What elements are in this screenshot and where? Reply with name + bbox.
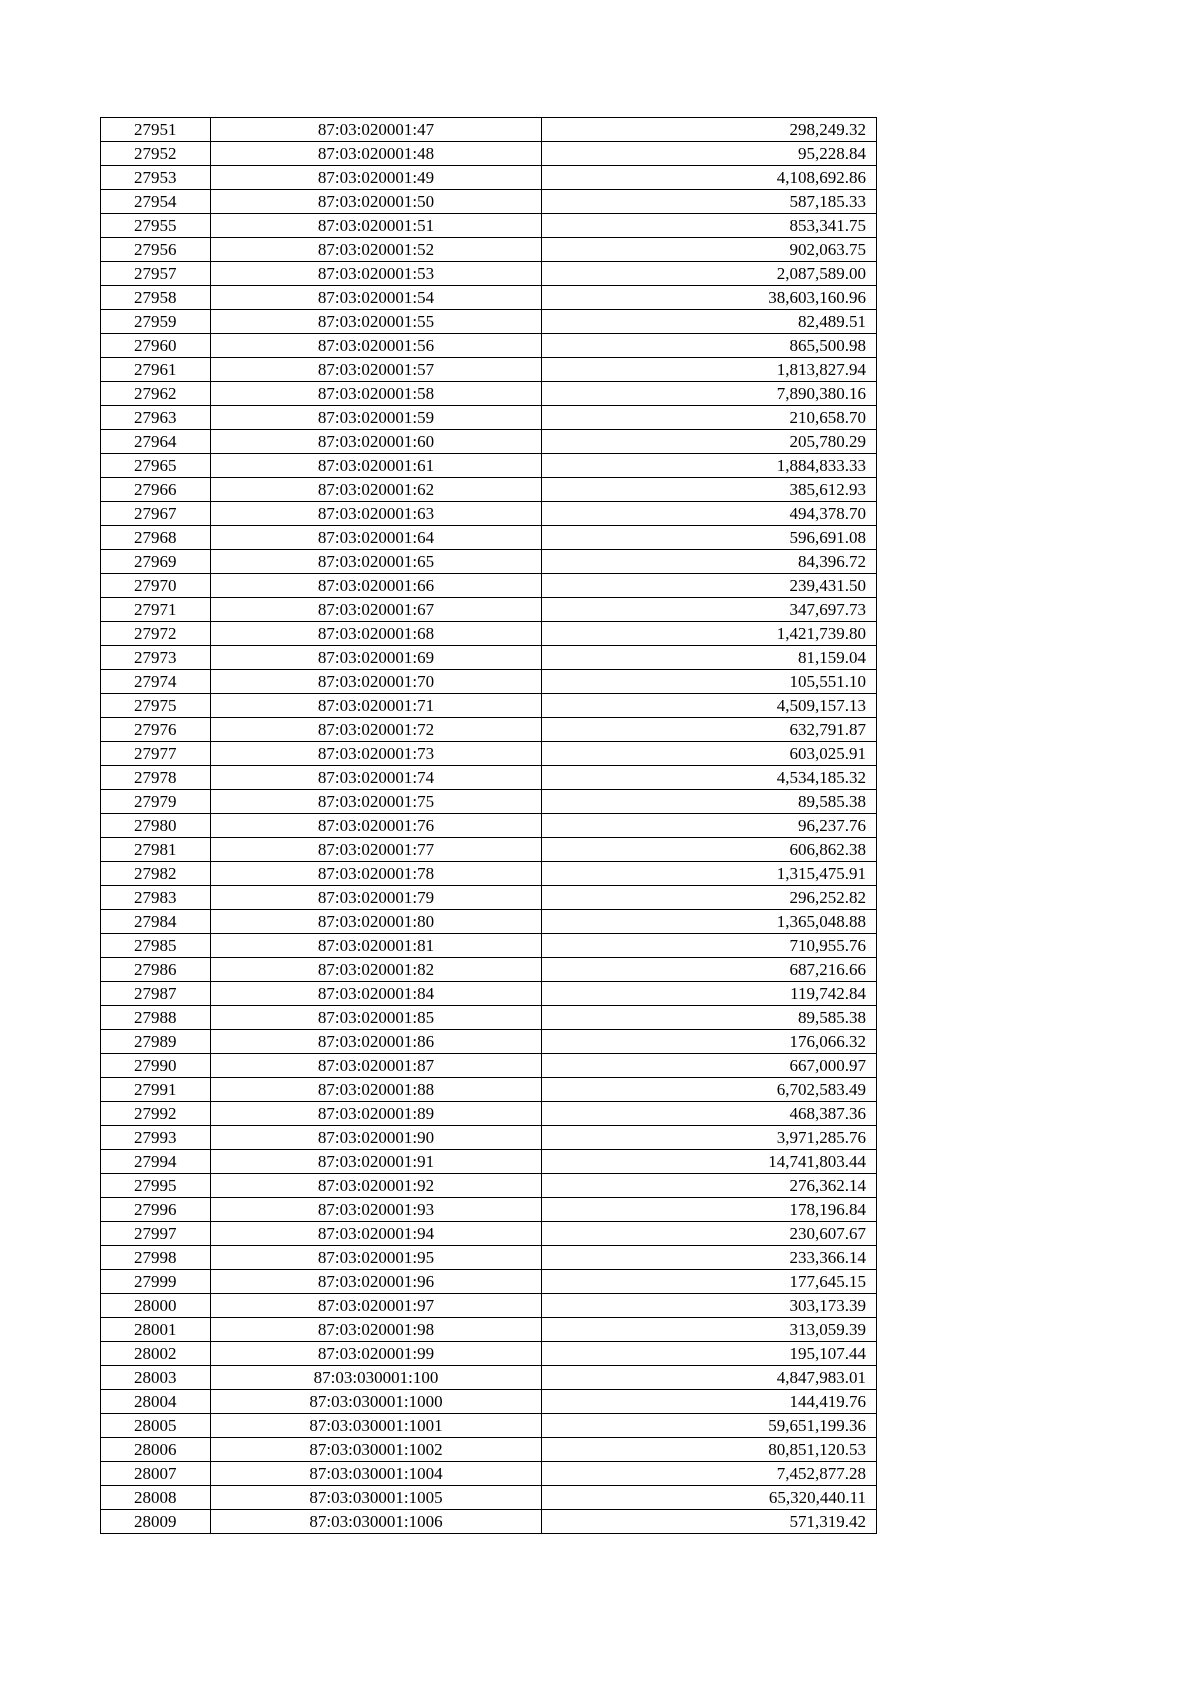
table-row <box>101 358 877 382</box>
cadastral-number-cell: 87:03:020001:81 <box>211 934 542 958</box>
value-cell: 205,780.29 <box>542 430 877 454</box>
row-number-cell: 27987 <box>101 982 211 1006</box>
cadastral-number-cell: 87:03:020001:96 <box>211 1270 542 1294</box>
value-cell: 6,702,583.49 <box>542 1078 877 1102</box>
value-cell: 571,319.42 <box>542 1510 877 1534</box>
row-number-cell: 28009 <box>101 1510 211 1534</box>
row-number-cell: 27968 <box>101 526 211 550</box>
row-number-cell: 27989 <box>101 1030 211 1054</box>
cadastral-number-cell: 87:03:030001:1006 <box>211 1510 542 1534</box>
table-row <box>101 958 877 982</box>
table-row <box>101 142 877 166</box>
table-row <box>101 670 877 694</box>
value-cell: 632,791.87 <box>542 718 877 742</box>
value-cell: 596,691.08 <box>542 526 877 550</box>
row-number-cell: 27998 <box>101 1246 211 1270</box>
table-row <box>101 502 877 526</box>
value-cell: 853,341.75 <box>542 214 877 238</box>
value-cell: 144,419.76 <box>542 1390 877 1414</box>
cadastral-number-cell: 87:03:020001:82 <box>211 958 542 982</box>
table-row <box>101 886 877 910</box>
cadastral-number-cell: 87:03:020001:55 <box>211 310 542 334</box>
value-cell: 468,387.36 <box>542 1102 877 1126</box>
row-number-cell: 27965 <box>101 454 211 478</box>
cadastral-number-cell: 87:03:020001:74 <box>211 766 542 790</box>
table-row <box>101 910 877 934</box>
row-number-cell: 28004 <box>101 1390 211 1414</box>
value-cell: 105,551.10 <box>542 670 877 694</box>
row-number-cell: 27954 <box>101 190 211 214</box>
row-number-cell: 28008 <box>101 1486 211 1510</box>
row-number-cell: 28005 <box>101 1414 211 1438</box>
cadastral-number-cell: 87:03:020001:78 <box>211 862 542 886</box>
value-cell: 298,249.32 <box>542 118 877 142</box>
value-cell: 7,452,877.28 <box>542 1462 877 1486</box>
row-number-cell: 27986 <box>101 958 211 982</box>
cadastral-number-cell: 87:03:020001:91 <box>211 1150 542 1174</box>
value-cell: 587,185.33 <box>542 190 877 214</box>
value-cell: 313,059.39 <box>542 1318 877 1342</box>
cadastral-number-cell: 87:03:020001:50 <box>211 190 542 214</box>
table-row <box>101 1438 877 1462</box>
cadastral-number-cell: 87:03:020001:95 <box>211 1246 542 1270</box>
cadastral-number-cell: 87:03:020001:65 <box>211 550 542 574</box>
data-table <box>100 117 877 1534</box>
row-number-cell: 27962 <box>101 382 211 406</box>
row-number-cell: 27997 <box>101 1222 211 1246</box>
cadastral-number-cell: 87:03:020001:57 <box>211 358 542 382</box>
row-number-cell: 27975 <box>101 694 211 718</box>
value-cell: 667,000.97 <box>542 1054 877 1078</box>
cadastral-number-cell: 87:03:020001:97 <box>211 1294 542 1318</box>
value-cell: 176,066.32 <box>542 1030 877 1054</box>
value-cell: 1,315,475.91 <box>542 862 877 886</box>
cadastral-number-cell: 87:03:020001:52 <box>211 238 542 262</box>
value-cell: 177,645.15 <box>542 1270 877 1294</box>
table-row <box>101 742 877 766</box>
cadastral-number-cell: 87:03:020001:93 <box>211 1198 542 1222</box>
table-row <box>101 406 877 430</box>
cadastral-number-cell: 87:03:020001:68 <box>211 622 542 646</box>
row-number-cell: 27996 <box>101 1198 211 1222</box>
cadastral-number-cell: 87:03:020001:67 <box>211 598 542 622</box>
table-row <box>101 862 877 886</box>
value-cell: 385,612.93 <box>542 478 877 502</box>
cadastral-number-cell: 87:03:020001:48 <box>211 142 542 166</box>
table-row <box>101 454 877 478</box>
table-row <box>101 286 877 310</box>
value-cell: 14,741,803.44 <box>542 1150 877 1174</box>
cadastral-number-cell: 87:03:020001:70 <box>211 670 542 694</box>
table-row <box>101 550 877 574</box>
value-cell: 80,851,120.53 <box>542 1438 877 1462</box>
row-number-cell: 27991 <box>101 1078 211 1102</box>
cadastral-number-cell: 87:03:030001:1002 <box>211 1438 542 1462</box>
cadastral-number-cell: 87:03:020001:49 <box>211 166 542 190</box>
table-row <box>101 1510 877 1534</box>
row-number-cell: 27976 <box>101 718 211 742</box>
table-row <box>101 1246 877 1270</box>
row-number-cell: 27982 <box>101 862 211 886</box>
table-row <box>101 1006 877 1030</box>
row-number-cell: 27999 <box>101 1270 211 1294</box>
table-row <box>101 1366 877 1390</box>
value-cell: 1,813,827.94 <box>542 358 877 382</box>
cadastral-number-cell: 87:03:020001:85 <box>211 1006 542 1030</box>
value-cell: 89,585.38 <box>542 790 877 814</box>
value-cell: 1,365,048.88 <box>542 910 877 934</box>
cadastral-number-cell: 87:03:020001:80 <box>211 910 542 934</box>
value-cell: 687,216.66 <box>542 958 877 982</box>
table-body <box>101 118 877 1534</box>
table-row <box>101 334 877 358</box>
table-row <box>101 478 877 502</box>
row-number-cell: 28002 <box>101 1342 211 1366</box>
row-number-cell: 27951 <box>101 118 211 142</box>
row-number-cell: 27969 <box>101 550 211 574</box>
value-cell: 4,847,983.01 <box>542 1366 877 1390</box>
value-cell: 38,603,160.96 <box>542 286 877 310</box>
row-number-cell: 27990 <box>101 1054 211 1078</box>
value-cell: 710,955.76 <box>542 934 877 958</box>
row-number-cell: 28001 <box>101 1318 211 1342</box>
value-cell: 59,651,199.36 <box>542 1414 877 1438</box>
row-number-cell: 27961 <box>101 358 211 382</box>
cadastral-number-cell: 87:03:020001:53 <box>211 262 542 286</box>
value-cell: 2,087,589.00 <box>542 262 877 286</box>
value-cell: 865,500.98 <box>542 334 877 358</box>
table-row <box>101 118 877 142</box>
value-cell: 65,320,440.11 <box>542 1486 877 1510</box>
value-cell: 96,237.76 <box>542 814 877 838</box>
table-row <box>101 1198 877 1222</box>
row-number-cell: 27995 <box>101 1174 211 1198</box>
table-row <box>101 190 877 214</box>
row-number-cell: 27994 <box>101 1150 211 1174</box>
value-cell: 178,196.84 <box>542 1198 877 1222</box>
row-number-cell: 27960 <box>101 334 211 358</box>
cadastral-number-cell: 87:03:020001:73 <box>211 742 542 766</box>
table-row <box>101 1486 877 1510</box>
row-number-cell: 27985 <box>101 934 211 958</box>
value-cell: 230,607.67 <box>542 1222 877 1246</box>
cadastral-number-cell: 87:03:020001:69 <box>211 646 542 670</box>
value-cell: 347,697.73 <box>542 598 877 622</box>
cadastral-number-cell: 87:03:020001:72 <box>211 718 542 742</box>
table-row <box>101 1462 877 1486</box>
row-number-cell: 28006 <box>101 1438 211 1462</box>
cadastral-number-cell: 87:03:030001:1005 <box>211 1486 542 1510</box>
cadastral-number-cell: 87:03:020001:79 <box>211 886 542 910</box>
value-cell: 1,884,833.33 <box>542 454 877 478</box>
row-number-cell: 27959 <box>101 310 211 334</box>
table-row <box>101 574 877 598</box>
table-row <box>101 1078 877 1102</box>
cadastral-number-cell: 87:03:030001:1000 <box>211 1390 542 1414</box>
row-number-cell: 27952 <box>101 142 211 166</box>
table-row <box>101 934 877 958</box>
table-row <box>101 430 877 454</box>
row-number-cell: 27967 <box>101 502 211 526</box>
row-number-cell: 28000 <box>101 1294 211 1318</box>
table-row <box>101 814 877 838</box>
cadastral-number-cell: 87:03:020001:71 <box>211 694 542 718</box>
cadastral-number-cell: 87:03:020001:62 <box>211 478 542 502</box>
value-cell: 276,362.14 <box>542 1174 877 1198</box>
cadastral-number-cell: 87:03:020001:56 <box>211 334 542 358</box>
value-cell: 606,862.38 <box>542 838 877 862</box>
row-number-cell: 27983 <box>101 886 211 910</box>
cadastral-number-cell: 87:03:020001:92 <box>211 1174 542 1198</box>
row-number-cell: 27956 <box>101 238 211 262</box>
cadastral-number-cell: 87:03:020001:60 <box>211 430 542 454</box>
table-row <box>101 238 877 262</box>
row-number-cell: 27992 <box>101 1102 211 1126</box>
cadastral-number-cell: 87:03:030001:100 <box>211 1366 542 1390</box>
cadastral-number-cell: 87:03:020001:86 <box>211 1030 542 1054</box>
row-number-cell: 27980 <box>101 814 211 838</box>
row-number-cell: 27957 <box>101 262 211 286</box>
table-row <box>101 982 877 1006</box>
cadastral-number-cell: 87:03:020001:51 <box>211 214 542 238</box>
value-cell: 119,742.84 <box>542 982 877 1006</box>
value-cell: 296,252.82 <box>542 886 877 910</box>
cadastral-number-cell: 87:03:020001:90 <box>211 1126 542 1150</box>
row-number-cell: 27979 <box>101 790 211 814</box>
cadastral-number-cell: 87:03:020001:94 <box>211 1222 542 1246</box>
row-number-cell: 27981 <box>101 838 211 862</box>
value-cell: 89,585.38 <box>542 1006 877 1030</box>
value-cell: 210,658.70 <box>542 406 877 430</box>
table-row <box>101 310 877 334</box>
cadastral-number-cell: 87:03:020001:88 <box>211 1078 542 1102</box>
row-number-cell: 27964 <box>101 430 211 454</box>
row-number-cell: 27978 <box>101 766 211 790</box>
row-number-cell: 28003 <box>101 1366 211 1390</box>
table-row <box>101 838 877 862</box>
table-row <box>101 718 877 742</box>
table-row <box>101 166 877 190</box>
cadastral-number-cell: 87:03:020001:77 <box>211 838 542 862</box>
value-cell: 195,107.44 <box>542 1342 877 1366</box>
cadastral-number-cell: 87:03:020001:58 <box>211 382 542 406</box>
table-row <box>101 766 877 790</box>
value-cell: 95,228.84 <box>542 142 877 166</box>
table-row <box>101 214 877 238</box>
table-row <box>101 1054 877 1078</box>
cadastral-number-cell: 87:03:020001:64 <box>211 526 542 550</box>
value-cell: 4,534,185.32 <box>542 766 877 790</box>
table-row <box>101 1342 877 1366</box>
cadastral-number-cell: 87:03:020001:66 <box>211 574 542 598</box>
row-number-cell: 27955 <box>101 214 211 238</box>
row-number-cell: 27958 <box>101 286 211 310</box>
value-cell: 81,159.04 <box>542 646 877 670</box>
row-number-cell: 27972 <box>101 622 211 646</box>
value-cell: 239,431.50 <box>542 574 877 598</box>
row-number-cell: 27973 <box>101 646 211 670</box>
table-row <box>101 1414 877 1438</box>
table-row <box>101 382 877 406</box>
cadastral-number-cell: 87:03:020001:84 <box>211 982 542 1006</box>
cadastral-number-cell: 87:03:020001:54 <box>211 286 542 310</box>
row-number-cell: 28007 <box>101 1462 211 1486</box>
row-number-cell: 27953 <box>101 166 211 190</box>
table-row <box>101 1222 877 1246</box>
row-number-cell: 27966 <box>101 478 211 502</box>
row-number-cell: 27984 <box>101 910 211 934</box>
value-cell: 233,366.14 <box>542 1246 877 1270</box>
table-row <box>101 1270 877 1294</box>
row-number-cell: 27993 <box>101 1126 211 1150</box>
table-row <box>101 1102 877 1126</box>
table-row <box>101 622 877 646</box>
table-row <box>101 526 877 550</box>
table-row <box>101 646 877 670</box>
table-row <box>101 1150 877 1174</box>
row-number-cell: 27988 <box>101 1006 211 1030</box>
value-cell: 3,971,285.76 <box>542 1126 877 1150</box>
cadastral-number-cell: 87:03:020001:59 <box>211 406 542 430</box>
cadastral-number-cell: 87:03:020001:98 <box>211 1318 542 1342</box>
row-number-cell: 27963 <box>101 406 211 430</box>
table-row <box>101 1174 877 1198</box>
table-row <box>101 1030 877 1054</box>
cadastral-number-cell: 87:03:020001:47 <box>211 118 542 142</box>
cadastral-number-cell: 87:03:020001:76 <box>211 814 542 838</box>
value-cell: 4,108,692.86 <box>542 166 877 190</box>
table-row <box>101 1390 877 1414</box>
cadastral-number-cell: 87:03:020001:99 <box>211 1342 542 1366</box>
value-cell: 82,489.51 <box>542 310 877 334</box>
row-number-cell: 27974 <box>101 670 211 694</box>
cadastral-number-cell: 87:03:030001:1004 <box>211 1462 542 1486</box>
value-cell: 1,421,739.80 <box>542 622 877 646</box>
cadastral-number-cell: 87:03:030001:1001 <box>211 1414 542 1438</box>
table-row <box>101 262 877 286</box>
value-cell: 7,890,380.16 <box>542 382 877 406</box>
table-row <box>101 1294 877 1318</box>
value-cell: 494,378.70 <box>542 502 877 526</box>
cadastral-number-cell: 87:03:020001:89 <box>211 1102 542 1126</box>
cadastral-number-cell: 87:03:020001:61 <box>211 454 542 478</box>
table-row <box>101 790 877 814</box>
cadastral-number-cell: 87:03:020001:75 <box>211 790 542 814</box>
value-cell: 4,509,157.13 <box>542 694 877 718</box>
row-number-cell: 27971 <box>101 598 211 622</box>
table-row <box>101 1126 877 1150</box>
table-row <box>101 1318 877 1342</box>
value-cell: 84,396.72 <box>542 550 877 574</box>
cadastral-number-cell: 87:03:020001:87 <box>211 1054 542 1078</box>
row-number-cell: 27977 <box>101 742 211 766</box>
row-number-cell: 27970 <box>101 574 211 598</box>
table-row <box>101 694 877 718</box>
cadastral-number-cell: 87:03:020001:63 <box>211 502 542 526</box>
value-cell: 303,173.39 <box>542 1294 877 1318</box>
value-cell: 902,063.75 <box>542 238 877 262</box>
table-row <box>101 598 877 622</box>
value-cell: 603,025.91 <box>542 742 877 766</box>
